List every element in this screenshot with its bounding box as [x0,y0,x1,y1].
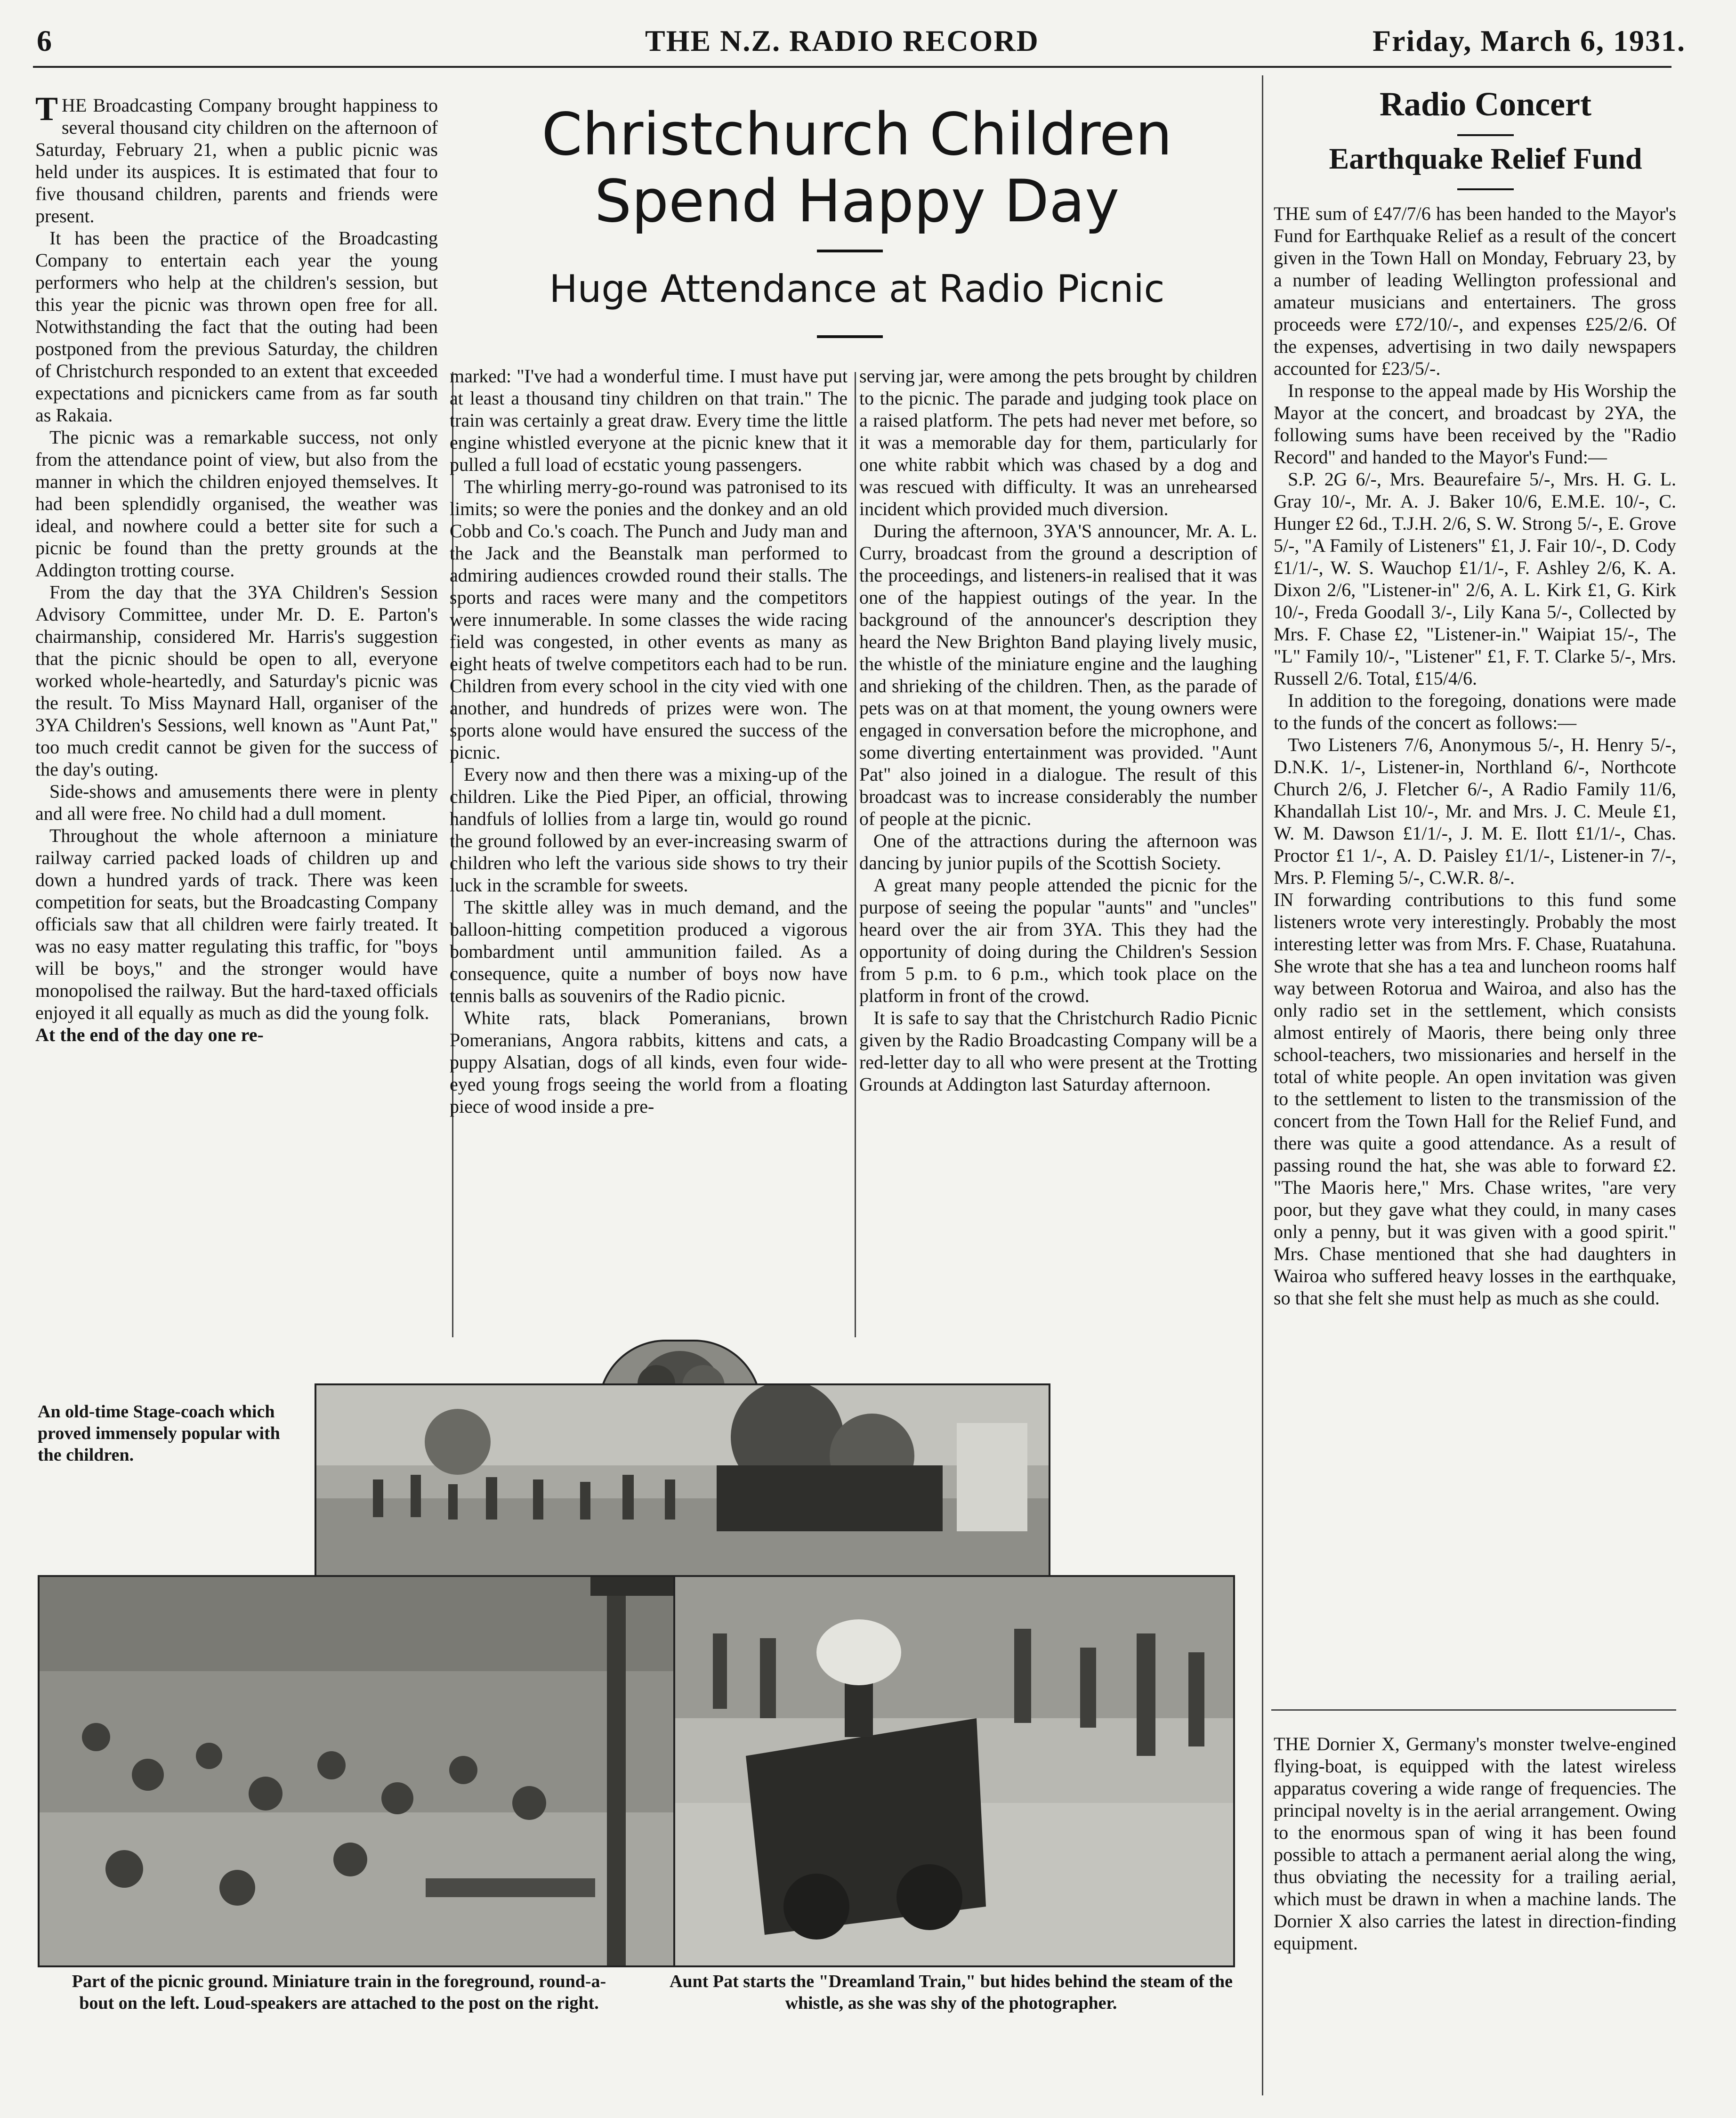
paragraph: The whirling merry-go-round was patronised to its limits; so were the ponies and the donkey and an old Cobb and Co.'s coach. The Punch and Judy man and the Jack and the Beanstalk man performed to admiring audiences crowded round their stalls. The sports and races were many and the competitors were innumerable. In some classes the wide racing field was congested, in other events as many as eight heats of twelve competitors each had to be run. Children from every school in the city vied with one another, and hundreds of prizes were won. The sports alone would have ensured the success of the picnic. [450,476,848,763]
sidebar-divider [1271,1709,1676,1711]
subheadline-rule [817,335,883,338]
paragraph: Every now and then there was a mixing-up of the children. Like the Pied Piper, an official, throwing handfuls of lollies from a large tin, would go round the ground followed by an ever-increasing swarm of children who left the various side shows to try their luck in the scramble for sweets. [450,764,848,896]
paragraph: In response to the appeal made by His Worship the Mayor at the concert, and broadcast by 2YA, the following sums have been received by the "Radio Record" and handed to the Mayor's Fund:— [1274,380,1676,468]
paragraph: THE Broadcasting Company brought happiness to several thousand city children on the afternoon of Saturday, February 21, when a public picnic was held under its auspices. It is estimated that four to five thousand children, parents and friends were present. [35,90,438,226]
headline-rule [817,250,883,252]
article-column-2 [450,365,848,1117]
article-headline: Christchurch Children Spend Happy Day [541,101,1172,235]
paragraph: marked: "I've had a wonderful time. I must have put at least a thousand tiny children on that train." The train was certainly a great draw. Every time the little engine whistled everyone at the picnic knew that it pulled a full load of ecstatic young passengers. [450,365,848,475]
paragraph: It is safe to say that the Christchurch Radio Picnic given by the Radio Broadcasting Company will be a red-letter day to all who were present at the Trotting Grounds at Addington last Saturday afternoon. [859,1007,1257,1095]
sidebar-subtitle-rule [1457,188,1514,190]
paragraph: THE sum of £47/7/6 has been handed to the Mayor's Fund for Earthquake Relief as a result of the concert given in the Town Hall on Monday, February 23, by a number of leading Wellington professional and amateur musicians and entertainers. The gross proceeds were £72/10/-, and expenses £25/2/6. Of the expenses, advertising in two daily newspapers accounted for £23/5/-. [1274,203,1676,379]
paragraph: One of the attractions during the afternoon was dancing by junior pupils of the Scottish Society. [859,830,1257,873]
paragraph: The skittle alley was in much demand, and the balloon-hitting competition produced a vigorous bombardment until ammunition failed. As a consequence, quite a number of boys now have tennis balls as souvenirs of the Radio picnic. [450,897,848,1006]
paragraph: Side-shows and amusements there were in plenty and all were free. No child had a dull moment. [35,781,438,824]
article-subheadline: Huge Attendance at Radio Picnic [549,267,1165,311]
paragraph: IN forwarding contributions to this fund some listeners wrote very interestingly. Probably the most interesting letter was from Mrs. F. Chase, Ruatahuna. She wrote that she has a tea and luncheon rooms half way between Rotorua and Wairoa, and also has the only radio set in the settlement, which consists almost entirely of Maoris, there being only three school-teachers, two missionaries and herself in the total of white people. An open invitation was given to the settlement to listen to the transmission of the concert from the Town Hall for the Relief Fund, and there was quite a good attendance. As a result of passing round the hat, she was able to forward £2. "The Maoris here," Mrs. Chase writes, "are very poor, but they gave what they could, in many cases only a penny, but it was given with a good spirit." Mrs. Chase mentioned that she had daughters in Wairoa who suffered heavy losses in the earthquake, so that she felt she must help as much as she could. [1274,889,1676,1309]
stagecoach-photo [315,1383,1050,1580]
paragraph: White rats, black Pomeranians, brown Pomeranians, Angora rabbits, kittens and cats, a puppy Alsatian, dogs of all kinds, even four wide-eyed young frogs seeing the world from a floating piece of wood inside a pre- [450,1007,848,1117]
publication-title: THE N.Z. RADIO RECORD [645,24,1039,57]
sidebar-subtitle: Earthquake Relief Fund [1329,142,1642,175]
stagecoach-caption: An old-time Stage-coach which proved immensely popular with the children. [38,1402,280,1465]
column-rule [1262,75,1263,2095]
paragraph: During the afternoon, 3YA'S announcer, Mr. A. L. Curry, broadcast from the ground a description of the proceedings, and listeners-in realised that it was one of the happiest outings of the year. In the background of the announcer's description they heard the New Brighton Band playing lively music, the whistle of the miniature engine and the laughing and shrieking of the children. Then, as the parade of pets was on at that moment, the young owners were engaged in conversation before the microphone, and some diverting entertainment was provided. "Aunt Pat" also joined in a dialogue. The result of this broadcast was to increase considerably the number of people at the picnic. [859,520,1257,829]
paragraph: THE Dornier X, Germany's monster twelve-engined flying-boat, is equipped with the latest wireless apparatus covering a wide range of frequencies. The principal novelty is in the aerial arrangement. Owing to the enormous span of wing it has been found possible to attach a permanent aerial along the wing, thus obviating the necessity for a trailing aerial, which must be drawn in when a machine lands. The Dornier X also carries the latest in direction-finding equipment. [1274,1733,1676,1954]
paragraph: From the day that the 3YA Children's Session Advisory Committee, under Mr. D. E. Parton's chairmanship, considered Mr. Harris's suggestion that the picnic should be open to all, everyone worked whole-heartedly, and Saturday's picnic was the result. To Miss Maynard Hall, organiser of the 3YA Children's Sessions, well known as "Aunt Pat," too much credit cannot be given for the success of the day's outing. [35,582,438,780]
paragraph: The picnic was a remarkable success, not only from the attendance point of view, but also from the manner in which the children enjoyed themselves. It had been splendidly organised, the weather was ideal, and nowhere could a better site for such a picnic be found than the pretty grounds at the Addington trotting course. [35,427,438,581]
paragraph: A great many people attended the picnic for the purpose of seeing the popular "aunts" and "uncles" heard over the air from 3YA. This they had the opportunity of doing during the Children's Session from 5 p.m. to 6 p.m., which took place on the platform in front of the crowd. [859,874,1257,1006]
paragraph: In addition to the foregoing, donations were made to the funds of the concert as follows:— [1274,690,1676,733]
article-column-1 [35,90,438,1046]
donor-list: Two Listeners 7/6, Anonymous 5/-, H. Henry 5/-, D.N.K. 1/-, Listener-in, Northland 6/-, Northcote Church 2/6, J. Fletcher 6/-, A Radio Family 11/6, Khandallah List 10/-, Mr. and Mrs. J. C. Meule £1, W. M. Dawson £1/1/-, J. M. E. Ilott £1/1/-, Chas. Proctor £1 1/-, A. D. Paisley £1/1/-, Listener-in 7/-, Mrs. P. Fleming 5/-, C.W.R. 8/-. [1274,734,1676,888]
dornier-article [1274,1733,1676,1954]
paragraph: Throughout the whole afternoon a miniature railway carried packed loads of children up and down a hundred yards of track. There was keen competition for seats, but the Broadcasting Company officials saw that all children were fairly treated. It was no easy matter regulating this traffic, for "boys will be boys," and the stronger would have monopolised the railway. But the hard-taxed officials enjoyed it all equally as much as did the young folk. [35,825,438,1023]
drop-cap: T [35,90,58,128]
header-rule [33,66,1671,68]
issue-date: Friday, March 6, 1931. [1373,24,1686,57]
sidebar-title-rule [1457,134,1514,136]
page-number: 6 [37,24,53,57]
article-column-3 [859,365,1257,1095]
picnic-ground-caption: Part of the picnic ground. Miniature train in the foreground, round-a-bout on the left. Loud-speakers are attached to the post on the right. [72,1972,606,2013]
paragraph: It has been the practice of the Broadcasting Company to entertain each year the young performers who help at the children's session, but this year the picnic was thrown open free for all. Notwithstanding the fact that the outing had been postponed from the previous Saturday, the children of Christchurch responded to an extent that exceeded expectations and picnickers came from as far south as Rakaia. [35,227,438,426]
sidebar-article [1274,202,1676,1309]
sidebar-title: Radio Concert [1380,85,1591,123]
paragraph-continued: At the end of the day one re- [35,1024,264,1045]
paragraph: serving jar, were among the pets brought by children to the picnic. The parade and judging took place on a raised platform. The pets had never met before, so it was a memorable day for them, particularly for one white rabbit which was chased by a dog and was rescued with difficulty. It was an unrehearsed incident which provided much diversion. [859,365,1257,519]
dreamland-train-photo [673,1575,1235,1967]
picnic-ground-photo [38,1575,679,1967]
column-rule [855,372,856,1337]
aunt-pat-caption: Aunt Pat starts the "Dreamland Train," but hides behind the steam of the whistle, as she was shy of the photographer. [670,1972,1233,2013]
donor-list: S.P. 2G 6/-, Mrs. Beaurefaire 5/-, Mrs. H. G. L. Gray 10/-, Mr. A. J. Baker 10/6, E.M.E. 10/-, C. Hunger £2 6d., T.J.H. 2/6, S. W. Strong 5/-, E. Grove 5/-, "A Family of Listeners" £1, J. Fair 10/-, D. Cody £1/1/-, W. S. Wauchop £1/1/-, F. Ashley 2/6, K. A. Dixon 2/6, "Listener-in" 2/6, A. L. Kirk £1, G. Kirk 10/-, Freda Goodall 3/-, Lily Kana 5/-, Collected by Mrs. F. Chase £2, "Listener-in." Waipiat 15/-, The "L" Family 10/-, "Listener" £1, F. T. Clarke 5/-, Mrs. Russell 2/6. Total, £15/4/6. [1274,469,1676,689]
